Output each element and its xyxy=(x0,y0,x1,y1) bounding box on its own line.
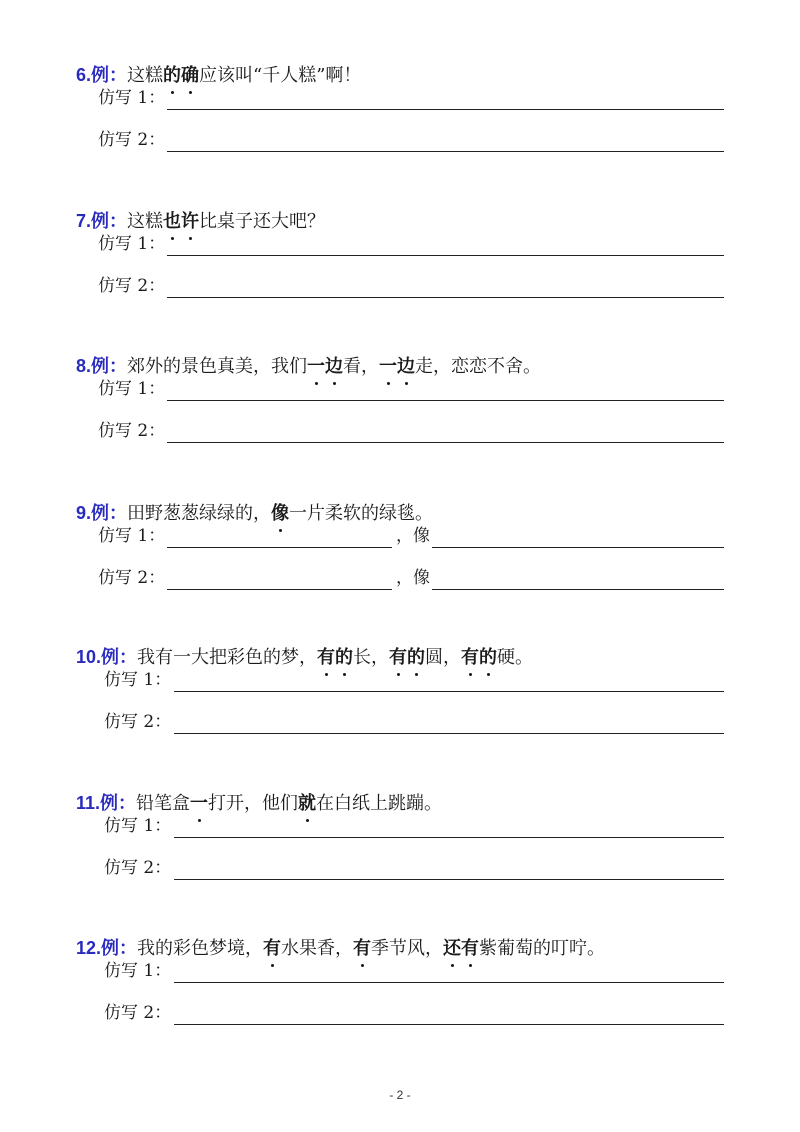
practice-row-1 xyxy=(0,955,800,983)
emphasis-char: 有 xyxy=(353,938,372,959)
practice-label: 仿写 1： xyxy=(104,670,172,690)
practice-row-2 xyxy=(0,706,800,734)
practice-label: 仿写 2： xyxy=(104,712,172,732)
answer-line[interactable] xyxy=(167,151,724,152)
example-colon: ： xyxy=(109,356,128,377)
practice-label: 仿写 1： xyxy=(104,816,172,836)
answer-line[interactable] xyxy=(174,733,724,734)
practice-label: 仿写 1： xyxy=(98,234,166,254)
sentence-segment: 田野葱葱绿绿的， xyxy=(127,503,272,524)
emphasis-char: 许 xyxy=(181,211,200,232)
practice-label: 仿写 2： xyxy=(98,130,166,150)
sentence-segment: 郊外的景色真美，我们 xyxy=(127,356,308,377)
practice-label: 仿写 2： xyxy=(98,421,166,441)
exercise-number: 9. xyxy=(76,503,92,523)
answer-line[interactable] xyxy=(174,879,724,880)
exercise-number: 11. xyxy=(76,793,101,813)
practice-label: 仿写 1： xyxy=(98,379,166,399)
practice-row-1 xyxy=(0,228,800,256)
sentence-segment: 打开，他们 xyxy=(208,793,299,814)
answer-line[interactable] xyxy=(174,691,724,692)
answer-line[interactable] xyxy=(167,255,724,256)
emphasis-char: 的 xyxy=(407,647,426,668)
emphasis-char: 的 xyxy=(335,647,354,668)
exercise-11 xyxy=(0,790,800,930)
practice-row-2 xyxy=(0,124,800,152)
sentence-segment: 我的彩色梦境， xyxy=(137,938,264,959)
sentence-segment: 应该叫“千人糕”啊！ xyxy=(199,65,362,86)
sentence-segment: 长， xyxy=(353,647,390,668)
practice-label: 仿写 1： xyxy=(104,961,172,981)
answer-line-part-1[interactable] xyxy=(167,589,392,590)
emphasis-char: 边 xyxy=(397,356,416,377)
example-tag: 例 xyxy=(91,503,110,523)
practice-label: 仿写 1： xyxy=(98,88,166,108)
exercise-number: 7. xyxy=(76,211,92,231)
emphasis-char: 有 xyxy=(461,938,480,959)
exercise-number: 6. xyxy=(76,65,92,85)
exercise-10 xyxy=(0,644,800,784)
example-colon: ： xyxy=(109,65,128,86)
sentence-segment: 硬。 xyxy=(497,647,534,668)
emphasis-char: 有 xyxy=(317,647,336,668)
example-colon: ： xyxy=(118,793,137,814)
sentence-segment: 水果香， xyxy=(281,938,354,959)
emphasis-char: 确 xyxy=(181,65,200,86)
sentence-segment: 在白纸上跳蹦。 xyxy=(316,793,443,814)
exercise-8 xyxy=(0,353,800,493)
emphasis-char: 的 xyxy=(163,65,182,86)
practice-label: 仿写 2： xyxy=(104,1003,172,1023)
example-tag: 例 xyxy=(91,65,110,85)
sentence-segment: 我有一大把彩色的梦， xyxy=(137,647,318,668)
emphasis-char: 一 xyxy=(307,356,326,377)
example-colon: ： xyxy=(109,503,128,524)
practice-label: 仿写 2： xyxy=(104,858,172,878)
example-tag: 例 xyxy=(91,211,110,231)
exercise-12 xyxy=(0,935,800,1075)
example-tag: 例 xyxy=(101,647,120,667)
comparison-word: ，像 xyxy=(396,568,430,588)
sentence-segment: 这糕 xyxy=(127,211,164,232)
comparison-word: ，像 xyxy=(396,526,430,546)
practice-label: 仿写 1： xyxy=(98,526,166,546)
sentence-segment: 一片柔软的绿毯。 xyxy=(289,503,434,524)
example-tag: 例 xyxy=(101,938,120,958)
sentence-segment: 这糕 xyxy=(127,65,164,86)
practice-row-2 xyxy=(0,415,800,443)
answer-line-part-2[interactable] xyxy=(432,547,724,548)
emphasis-char: 一 xyxy=(190,793,209,814)
practice-row-1 xyxy=(0,82,800,110)
example-tag: 例 xyxy=(100,793,119,813)
emphasis-char: 还 xyxy=(443,938,462,959)
sentence-segment: 圆， xyxy=(425,647,462,668)
exercise-number: 12. xyxy=(76,938,102,958)
exercise-number: 8. xyxy=(76,356,92,376)
answer-line[interactable] xyxy=(174,1024,724,1025)
answer-line[interactable] xyxy=(167,400,724,401)
practice-label: 仿写 2： xyxy=(98,568,166,588)
exercise-7 xyxy=(0,208,800,348)
exercise-9 xyxy=(0,500,800,640)
answer-line[interactable] xyxy=(174,837,724,838)
emphasis-char: 有 xyxy=(263,938,282,959)
practice-row-2 xyxy=(0,997,800,1025)
practice-row-2 xyxy=(0,852,800,880)
practice-row-1 xyxy=(0,520,800,548)
emphasis-char: 一 xyxy=(379,356,398,377)
answer-line-part-1[interactable] xyxy=(167,547,392,548)
sentence-segment: 比桌子还大吧？ xyxy=(199,211,326,232)
practice-row-2 xyxy=(0,562,800,590)
practice-label: 仿写 2： xyxy=(98,276,166,296)
exercise-number: 10. xyxy=(76,647,102,667)
practice-row-1 xyxy=(0,664,800,692)
emphasis-char: 边 xyxy=(325,356,344,377)
example-tag: 例 xyxy=(91,356,110,376)
example-colon: ： xyxy=(119,647,138,668)
emphasis-char: 就 xyxy=(298,793,317,814)
answer-line-part-2[interactable] xyxy=(432,589,724,590)
sentence-segment: 看， xyxy=(343,356,380,377)
sentence-segment: 铅笔盒 xyxy=(136,793,191,814)
example-colon: ： xyxy=(119,938,138,959)
practice-row-1 xyxy=(0,373,800,401)
emphasis-char: 也 xyxy=(163,211,182,232)
sentence-segment: 走，恋恋不舍。 xyxy=(415,356,542,377)
answer-line[interactable] xyxy=(167,297,724,298)
example-colon: ： xyxy=(109,211,128,232)
emphasis-char: 有 xyxy=(461,647,480,668)
emphasis-char: 的 xyxy=(479,647,498,668)
exercise-6 xyxy=(0,62,800,202)
answer-line[interactable] xyxy=(167,442,724,443)
sentence-segment: 紫葡萄的叮咛。 xyxy=(479,938,606,959)
answer-line[interactable] xyxy=(167,109,724,110)
answer-line[interactable] xyxy=(174,982,724,983)
sentence-segment: 季节风， xyxy=(371,938,444,959)
practice-row-1 xyxy=(0,810,800,838)
emphasis-char: 像 xyxy=(271,503,290,524)
page-number: - 2 - xyxy=(389,1088,411,1102)
practice-row-2 xyxy=(0,270,800,298)
emphasis-char: 有 xyxy=(389,647,408,668)
